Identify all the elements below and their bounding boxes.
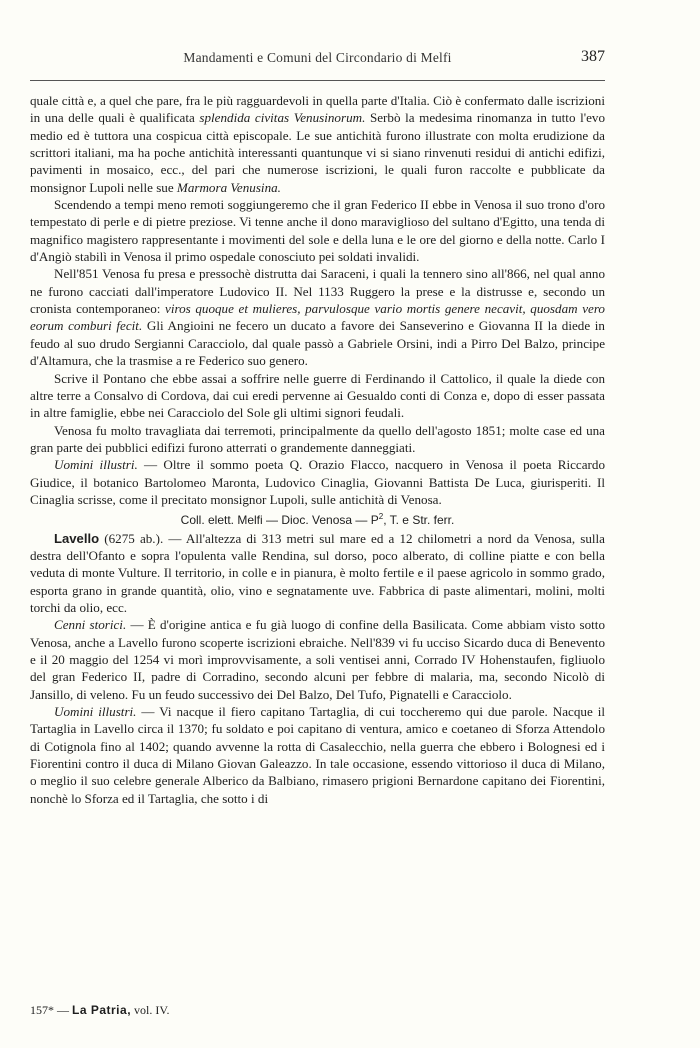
text-run: — È d'origine antica e fu già luogo di confine della Basilicata. Come abbiam visto sotto Venosa, anche a Lavello furono scoperte iscrizioni ebraiche. Nell'839 vi fu ucciso Sicardo duca di Benevento e il 20 maggio del 1254 vi morì improvvisamente, a soli ventisei anni, Corrado IV Hohenstaufen, figliuolo del gran Federico II, padre di Corradino, secondo alcuni per febbre di malaria, ma, secondo Nicolò di Jansillo, di veleno. Fu un feudo successivo dei Del Balzo, Del Tufo, Pignatelli e Caracciolo.	[30, 617, 605, 702]
lavello-paragraph-1	[30, 530, 605, 617]
signature-mark: 157* —	[30, 1003, 72, 1017]
footer-title: La Patria,	[72, 1003, 132, 1017]
superscript: 2	[378, 512, 384, 522]
lavello-paragraph-2	[30, 616, 605, 703]
section-heading: Uomini illustri.	[54, 457, 138, 473]
text-run: quale città e, a quel che pare, fra le più ragguardevoli in quella parte d'Italia. Ciò è confermato dalle iscrizioni in una delle quali è qualificata	[30, 93, 605, 126]
italic-title: Marmora Venusina.	[176, 179, 281, 195]
header-title: Mandamenti e Comuni del Circondario di Melfi	[183, 50, 452, 65]
text-run: Serbò la medesima rinomanza in tutto l'evo medio ed è tuttora una cospicua città episcopale. Le sue antichità furono illustrate con molta erudizione da scrittori italiani, ma ha poche antichità interessanti quantunque vi si siano rinvenuti residui di antichi edifizi, pavimenti in mosaico, ecc., del pari che numerose iscrizioni, le quali furon raccolte e pubblicate da monsignor Lupoli nelle sue	[30, 110, 605, 195]
text-run: , T. e Str. ferr.	[383, 513, 455, 528]
venosa-paragraph-1	[30, 92, 605, 196]
section-heading: Uomini illustri.	[54, 704, 137, 720]
venosa-signoff	[30, 508, 605, 529]
venosa-paragraph-4: Scrive il Pontano che ebbe assai a soffrire nelle guerre di Ferdinando il Cattolico, il quale la diede con altre terre a Consalvo di Cordova, dai cui eredi pervenne ai Gesualdo conti di Conza e, dopo di esser passata in altre famiglie, ebbe nei Caracciolo del Sole gli ultimi signori feudali.	[30, 370, 605, 421]
text-run: — Oltre il sommo poeta Q. Orazio Flacco, nacquero in Venosa il poeta Riccardo Giudice, il botanico Bartolomeo Maronta, Ludovico Cinaglia, Giovanni Battista De Luca, giurisperiti. Il Cinaglia scrisse, come il precitato monsignor Lupoli, sulle antichità di Venosa.	[30, 457, 605, 507]
italic-quote: viros quoque et mulieres, parvulosque vario mortis genere necavit, quosdam vero eorum comburi fecit.	[30, 301, 605, 334]
text-run: (6275 ab.). — All'altezza di 313 metri sul mare ed a 12 chilometri a nord da Venosa, sulla destra dell'Ofanto e sopra l'opulenta valle Rendina, sul dorso, poco alberato, di colline piatte e con bella veduta di monte Vulture. Il territorio, in colle e in pianura, è molto fertile e il paese agricolo in sommo grado, esporta grano in grande quantità, olio, vino e segnatamente uve. Fabbrica di paste alimentari, molini, molti torchi da olio, ecc.	[30, 530, 605, 615]
text-run: — Vi nacque il fiero capitano Tartaglia, di cui toccheremo qui due parole. Nacque il Tartaglia in Lavello circa il 1370; fu soldato e poi capitano di ventura, amico e coetaneo di Sforza Attendolo di Cotignola fino al 1402; quando avvenne la rotta di Casalecchio, nella guerra che ebbero i Bolognesi ed i Fiorentini contro il duca di Milano Giovan Galeazzo. In tale occasione, essendo vittorioso il duca di Milano, o meglio il suo celebre generale Alberico da Balbiano, rimasero prigioni Bernardone capitano dei Fiorentini, nonchè lo Sforza ed il Tartaglia, che sotto i di	[30, 704, 605, 806]
venosa-paragraph-5: Venosa fu molto travagliata dai terremoti, principalmente da quello dell'agosto 1851; molte case ed una gran parte dei pubblici edifizi furono atterrati o grandemente danneggiati.	[30, 422, 605, 455]
entry-name: Lavello	[54, 530, 100, 546]
venosa-paragraph-2: Scendendo a tempi meno remoti soggiungeremo che il gran Federico II ebbe in Venosa il suo trono d'oro tempestato di perle e di pietre preziose. Vi tenne anche il dono maraviglioso del sultano d'Egitto, una tenda di magnifico magistero rappresentante i movimenti del sole e della luna e le ore del giorno e della notte. Carlo I d'Angiò stabilì in Venosa il primo ospedale conosciuto pei soldati invalidi.	[30, 197, 605, 265]
lavello-paragraph-3	[30, 703, 605, 807]
page-number: 387	[581, 48, 605, 65]
running-header	[30, 50, 605, 70]
section-heading: Cenni storici.	[54, 617, 127, 633]
italic-quote: splendida civitas Venusinorum.	[199, 110, 366, 126]
text-run: Coll. elett. Melfi — Dioc. Venosa — P	[180, 513, 379, 528]
venosa-paragraph-3	[30, 265, 605, 369]
main-text	[30, 92, 605, 807]
footer-signature	[30, 1003, 169, 1018]
header-rule	[30, 80, 605, 81]
text-run: Nell'851 Venosa fu presa e pressochè distrutta dai Saraceni, i quali la tennero sino all'866, nel qual anno ne furono cacciati dall'imperatore Ludovico II. Nel 1133 Ruggero la prese e la distrusse e, secondo un cronista contemporaneo:	[30, 266, 605, 317]
text-run: Gli Angioini ne fecero un ducato a favore dei Sanseverino e Giovanna II la diede in feudo al suo drudo Sergianni Caracciolo, dal quale passò a Gabriele Orsini, indi a Pirro Del Balzo, principe d'Altamura, che la trasmise a re Federico suo genero.	[30, 318, 605, 369]
venosa-paragraph-6	[30, 456, 605, 508]
footer-volume: vol. IV.	[131, 1003, 170, 1017]
